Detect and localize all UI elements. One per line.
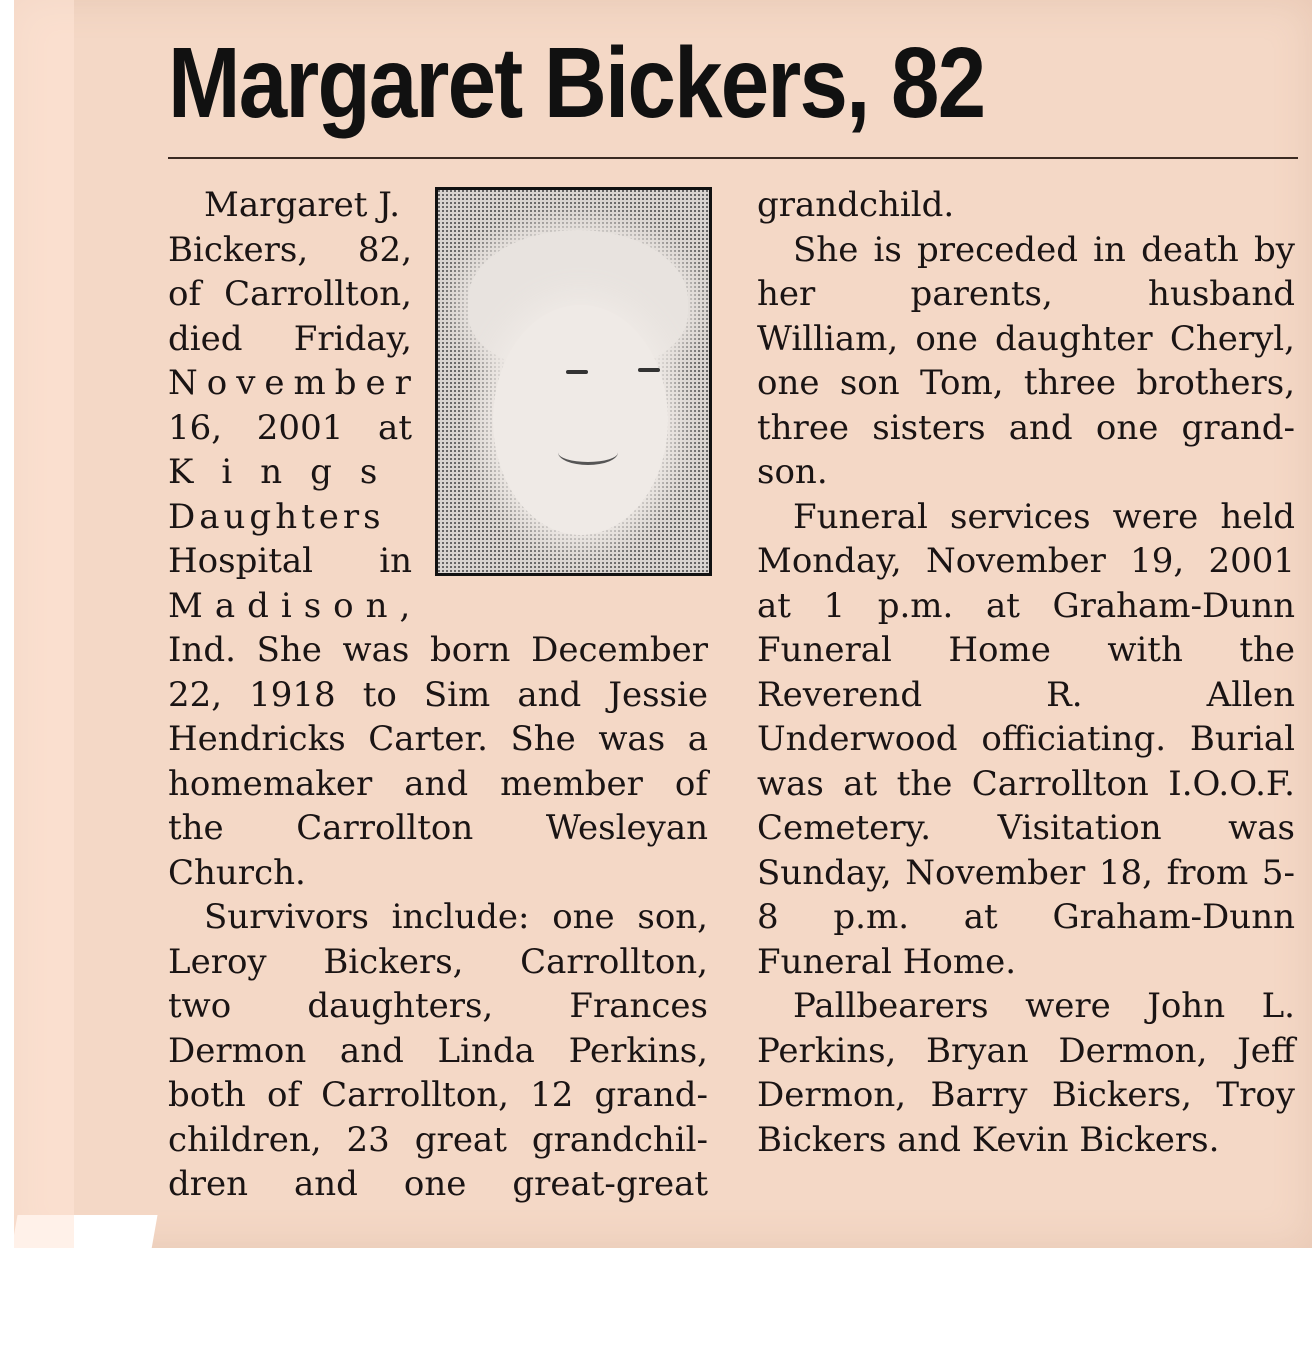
text-line: 16, 2001 at [168, 407, 412, 448]
text-line: Margaret J. [204, 185, 401, 225]
text-line: was at the Carrollton I.O.O.F. [757, 763, 1295, 804]
right-column [757, 183, 1295, 1162]
portrait-photo [435, 187, 712, 576]
text-line: died Friday, [168, 318, 412, 359]
text-line: Leroy Bickers, Carrollton, [168, 941, 708, 982]
text-line: Monday, November 19, 2001 [757, 541, 1295, 581]
left-column-beside-photo [168, 183, 423, 628]
text-line: three sisters and one grand- [757, 407, 1295, 448]
left-column-body [168, 628, 708, 895]
text-line: Hospital in [168, 541, 412, 581]
text-line: Funeral Home with the [757, 630, 1295, 670]
text-line: Kings [168, 452, 406, 492]
photo-face [493, 305, 668, 535]
photo-eye-left [566, 370, 588, 374]
text-line: Survivors include: one son, [204, 897, 708, 937]
text-line: Ind. She was born December [168, 630, 708, 670]
text-line: Bickers and Kevin Bickers. [757, 1119, 1220, 1160]
text-line: two daughters, Frances [168, 986, 708, 1026]
text-line: Church. [168, 852, 306, 893]
text-line: at 1 p.m. at Graham-Dunn [757, 585, 1295, 626]
text-line: She is preceded in death by [793, 229, 1295, 270]
text-line: Underwood officiating. Burial [757, 719, 1295, 759]
photo-eye-right [638, 368, 660, 372]
text-line: Pallbearers were John L. [793, 986, 1295, 1026]
text-line: homemaker and member of [168, 763, 708, 804]
text-line: son. [757, 452, 828, 492]
text-line: Daughters [168, 496, 385, 537]
text-line: William, one daughter Cheryl, [757, 318, 1295, 359]
text-line: Funeral services were held [793, 496, 1295, 537]
obituary-headline: Margaret Bickers, 82 [168, 27, 985, 139]
tape-strip [14, 0, 74, 1248]
text-line: 8 p.m. at Graham-Dunn [757, 897, 1295, 937]
text-line: Cemetery. Visitation was [757, 808, 1295, 848]
text-line: 22, 1918 to Sim and Jessie [168, 674, 708, 715]
text-line: of Carrollton, [168, 274, 412, 314]
text-line: Madison, [168, 585, 423, 626]
text-line: dren and one great-great [168, 1164, 708, 1204]
text-line: her parents, husband [757, 274, 1295, 314]
text-line: Dermon, Barry Bickers, Troy [757, 1075, 1295, 1115]
text-line: grandchild. [757, 185, 955, 225]
text-line: children, 23 great grandchil- [168, 1119, 708, 1160]
text-line: Sunday, November 18, from 5- [757, 852, 1295, 893]
text-line: Perkins, Bryan Dermon, Jeff [757, 1030, 1295, 1071]
text-line: Funeral Home. [757, 941, 1017, 982]
text-line: the Carrollton Wesleyan [168, 808, 708, 848]
text-line: both of Carrollton, 12 grand- [168, 1075, 708, 1115]
text-line: Hendricks Carter. She was a [168, 719, 708, 759]
text-line: Dermon and Linda Perkins, [168, 1030, 708, 1071]
left-column-survivors [168, 895, 708, 1207]
text-line: Bickers, 82, [168, 229, 412, 270]
photo-mouth [558, 440, 618, 465]
text-line: November [168, 363, 420, 403]
text-line: Reverend R. Allen [757, 674, 1295, 715]
text-line: one son Tom, three brothers, [757, 363, 1295, 403]
headline-rule [168, 157, 1298, 159]
